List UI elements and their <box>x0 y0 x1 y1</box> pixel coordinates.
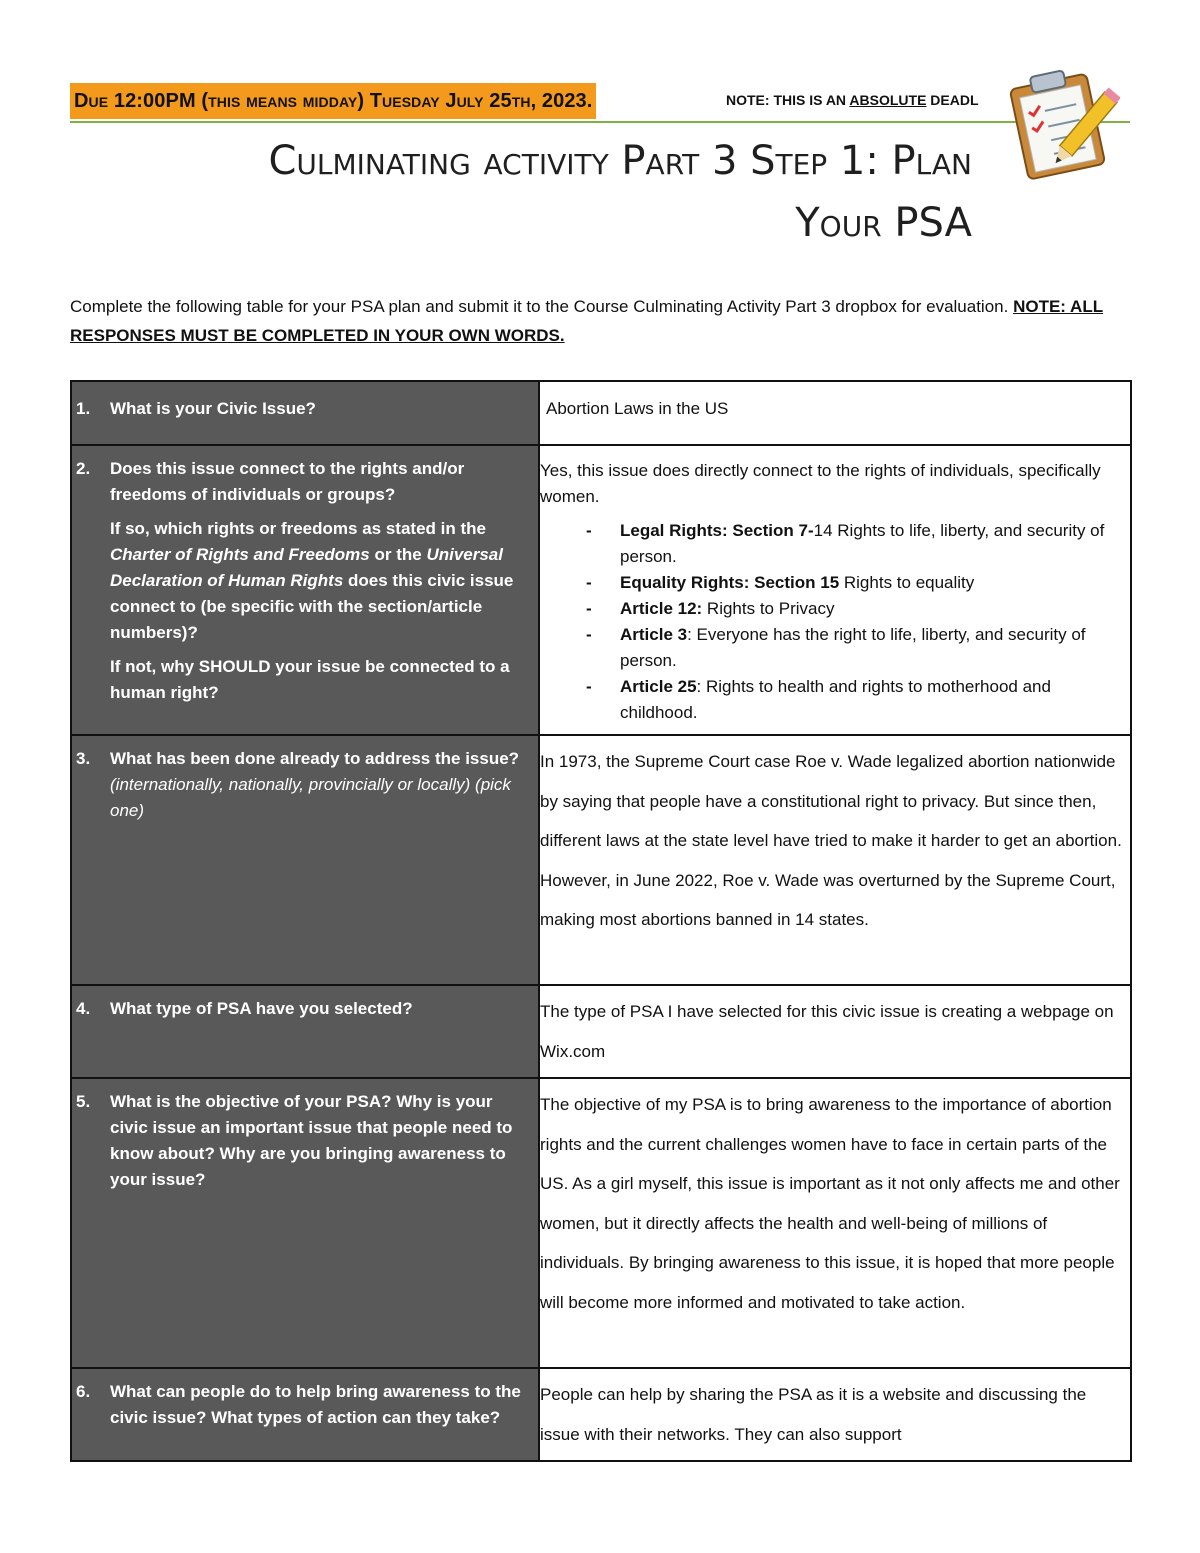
question-text: What has been done already to address the issue? <box>110 749 520 768</box>
question-followup <box>110 516 530 646</box>
dash-bullet: - <box>586 521 592 540</box>
question-cell <box>71 735 539 985</box>
row-number: 2. <box>76 459 91 478</box>
table-row <box>71 381 1131 445</box>
header <box>70 83 990 123</box>
question-text: What is your Civic Issue? <box>110 399 316 418</box>
right-text: Rights to Privacy <box>702 599 835 618</box>
deadline-note <box>726 92 990 108</box>
answer-text: Yes, this issue does directly connect to the rights of individuals, specifically women. <box>540 461 1101 506</box>
list-item <box>540 570 1122 596</box>
question-hint: (internationally, nationally, provincially or locally) (pick one) <box>110 775 511 820</box>
list-item <box>540 596 1122 622</box>
list-item <box>540 518 1122 570</box>
own-words-warning: NOTE: ALL RESPONSES MUST BE COMPLETED IN YOUR OWN WORDS. <box>70 297 1104 345</box>
right-text: Rights to equality <box>839 573 975 592</box>
row-number: 6. <box>76 1382 91 1401</box>
table-row <box>71 1368 1131 1461</box>
question-cell <box>71 985 539 1078</box>
right-label: Article 12: <box>620 599 703 618</box>
deadline-note-absolute: ABSOLUTE <box>849 92 927 108</box>
row-number: 4. <box>76 999 91 1018</box>
table-row <box>71 1078 1131 1368</box>
page-title-line1: Culminating activity Part 3 Step 1: Plan <box>268 138 972 184</box>
question-text: What is the objective of your PSA? Why is your civic issue an important issue that people need to know about? Why are you bringing awareness to your issue? <box>110 1092 513 1189</box>
question-cell <box>71 1078 539 1368</box>
question-text: What can people do to help bring awareness to the civic issue? What types of action can they take? <box>110 1382 521 1427</box>
charter-reference: Charter of Rights and Freedoms <box>110 545 370 564</box>
row-number: 5. <box>76 1092 91 1111</box>
deadline-note-prefix: NOTE: THIS IS AN <box>726 92 850 108</box>
right-text: 14 Rights to life, liberty, and security of person. <box>620 521 1105 566</box>
answer-cell <box>539 1368 1131 1461</box>
dash-bullet: - <box>586 677 592 696</box>
table-row <box>71 735 1131 985</box>
list-item <box>540 622 1122 674</box>
clipboard-pencil-icon <box>1000 64 1120 184</box>
question-followup-not: If not, why SHOULD your issue be connected to a human right? <box>110 657 510 702</box>
answer-text: People can help by sharing the PSA as it is a website and discussing the issue with their networks. They can also support <box>540 1385 1087 1444</box>
table-row <box>71 985 1131 1078</box>
answer-cell <box>539 381 1131 445</box>
dash-bullet: - <box>586 573 592 592</box>
answer-cell <box>539 735 1131 985</box>
header-rule <box>70 121 1130 123</box>
answer-cell <box>539 985 1131 1078</box>
question-cell <box>71 445 539 735</box>
page-title-line2: Your PSA <box>795 200 972 246</box>
question-cell <box>71 1368 539 1461</box>
list-item <box>540 674 1122 726</box>
row-number: 3. <box>76 749 91 768</box>
answer-text: The objective of my PSA is to bring awareness to the importance of abortion rights and the current challenges women have to face in certain parts of the US. As a girl myself, this issue is important as it not only affects me and other women, but it directly affects the health and well-being of millions of individuals. By bringing awareness to this issue, it is hoped that more people will become more informed and motivated to take action. <box>540 1095 1120 1312</box>
udhr-reference: Universal Declaration of Human Rights <box>110 545 503 590</box>
right-label: Equality Rights: Section 15 <box>620 573 840 592</box>
answer-text: Abortion Laws in the US <box>546 399 729 418</box>
deadline-note-suffix: DEADL <box>926 92 979 108</box>
dash-bullet: - <box>586 625 592 644</box>
right-text: : Everyone has the right to life, liberty, and security of person. <box>620 625 1086 670</box>
table-row <box>71 445 1131 735</box>
row-number: 1. <box>76 399 91 418</box>
right-label: Article 3 <box>620 625 688 644</box>
instructions-text: Complete the following table for your PSA plan and submit it to the Course Culminating Activity Part 3 dropbox for evaluation. <box>70 297 1014 316</box>
question-text: Does this issue connect to the rights and/or freedoms of individuals or groups? <box>110 459 465 504</box>
right-text: : Rights to health and rights to motherhood and childhood. <box>620 677 1051 722</box>
rights-list <box>540 518 1122 726</box>
answer-cell <box>539 1078 1131 1368</box>
dash-bullet: - <box>586 599 592 618</box>
question-text: What type of PSA have you selected? <box>110 999 413 1018</box>
answer-text: In 1973, the Supreme Court case Roe v. Wade legalized abortion nationwide by saying that people have a constitutional right to privacy. But since then, different laws at the state level have tried to make it harder to get an abortion. However, in June 2022, Roe v. Wade was overturned by the Supreme Court, making most abortions banned in 14 states. <box>540 752 1122 929</box>
page-title <box>120 130 972 254</box>
instructions <box>70 292 1130 350</box>
answer-text: The type of PSA I have selected for this civic issue is creating a webpage on Wix.com <box>540 1002 1114 1061</box>
followup-part: does this civic issue connect to (be specific with the section/article numbers)? <box>110 571 514 642</box>
due-date: Due 12:00PM (this means midday) Tuesday July 25th, 2023. <box>70 83 596 119</box>
followup-part: If so, which rights or freedoms as stated in the <box>110 519 486 538</box>
psa-plan-table <box>70 380 1132 1462</box>
right-label: Legal Rights: Section 7- <box>620 521 814 540</box>
question-cell <box>71 381 539 445</box>
right-label: Article 25 <box>620 677 697 696</box>
answer-cell <box>539 445 1131 735</box>
followup-or: or the <box>369 545 427 564</box>
